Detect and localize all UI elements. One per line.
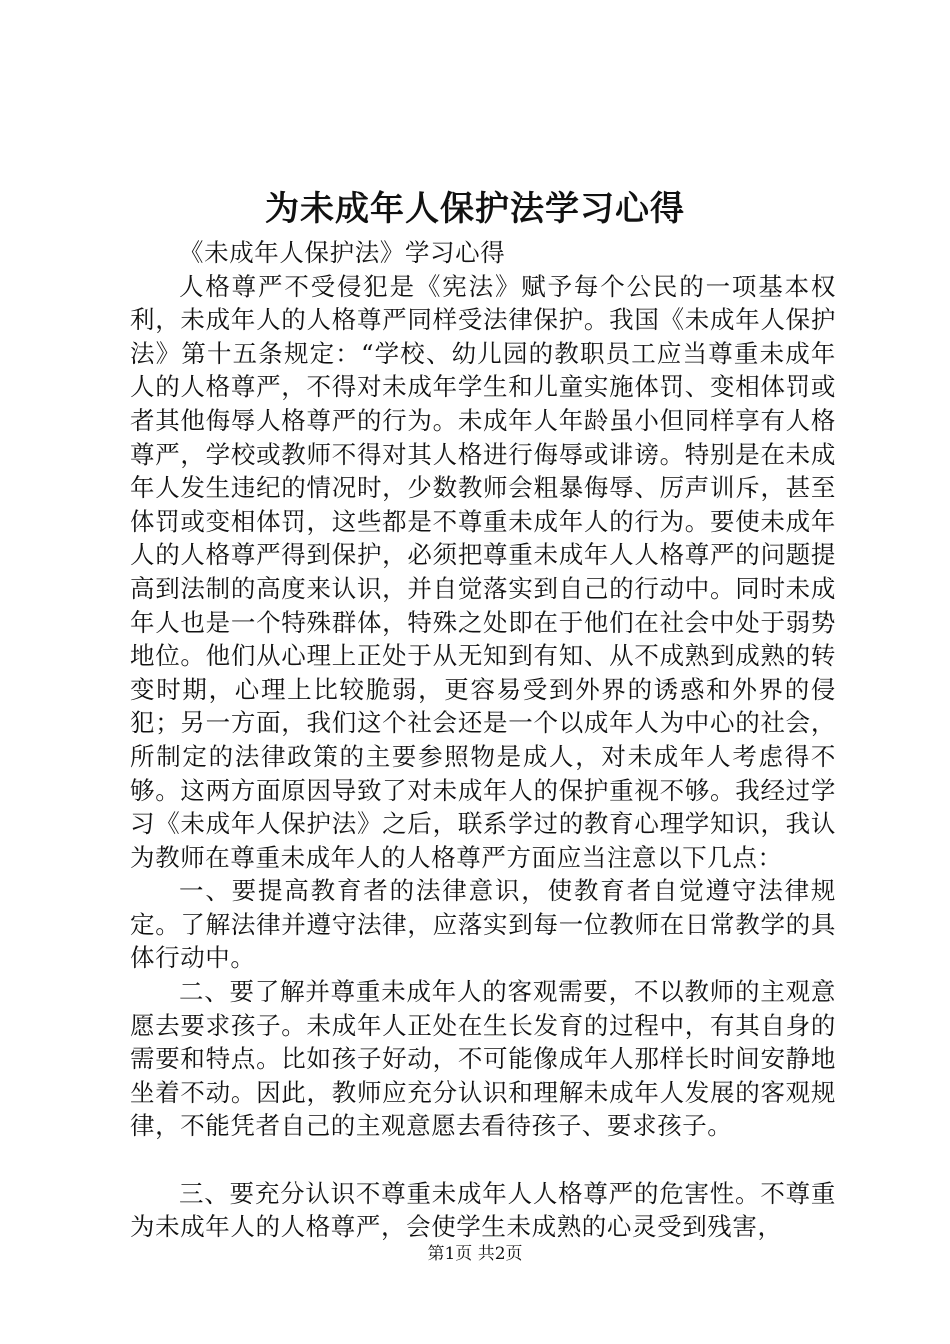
page-footer: 第1页 共2页 — [427, 1244, 523, 1264]
body-paragraph: 三、要充分认识不尊重未成年人人格尊严的危害性。不尊重为未成年人的人格尊严，会使学生未成熟的心灵受到残害， — [130, 1178, 836, 1242]
document-body — [130, 236, 836, 1244]
body-paragraph: 人格尊严不受侵犯是《宪法》赋予每个公民的一项基本权利，未成年人的人格尊严同样受法律保护。我国《未成年人保护法》第十五条规定：“学校、幼儿园的教职员工应当尊重未成年人的人格尊严，不得对未成年学生和儿童实施体罚、变相体罚或者其他侮辱人格尊严的行为。未成年人年龄虽小但同样享有人格尊严，学校或教师不得对其人格进行侮辱或诽谤。特别是在未成年人发生违纪的情况时，少数教师会粗暴侮辱、厉声训斥，甚至体罚或变相体罚，这些都是不尊重未成年人的行为。要使未成年人的人格尊严得到保护，必须把尊重未成年人人格尊严的问题提高到法制的高度来认识，并自觉落实到自己的行动中。同时未成年人也是一个特殊群体，特殊之处即在于他们在社会中处于弱势地位。他们从心理上正处于从无知到有知、从不成熟到成熟的转变时期，心理上比较脆弱，更容易受到外界的诱惑和外界的侵犯；另一方面，我们这个社会还是一个以成年人为中心的社会，所制定的法律政策的主要参照物是成人，对未成年人考虑得不够。这两方面原因导致了对未成年人的保护重视不够。我经过学习《未成年人保护法》之后，联系学过的教育心理学知识，我认为教师在尊重未成年人的人格尊严方面应当注意以下几点： — [130, 271, 836, 872]
body-paragraph: 一、要提高教育者的法律意识，使教育者自觉遵守法律规定。了解法律并遵守法律，应落实到每一位教师在日常教学的具体行动中。 — [130, 876, 836, 973]
body-paragraph: 《未成年人保护法》学习心得 — [179, 238, 506, 267]
body-paragraph: 二、要了解并尊重未成年人的客观需要，不以教师的主观意愿去要求孩子。未成年人正处在生长发育的过程中，有其自身的需要和特点。比如孩子好动，不可能像成年人那样长时间安静地坐着不动。因此，教师应充分认识和理解未成年人发展的客观规律，不能凭者自己的主观意愿去看待孩子、要求孩子。 — [130, 977, 836, 1141]
document-title: 为未成年人保护法学习心得 — [265, 189, 685, 229]
